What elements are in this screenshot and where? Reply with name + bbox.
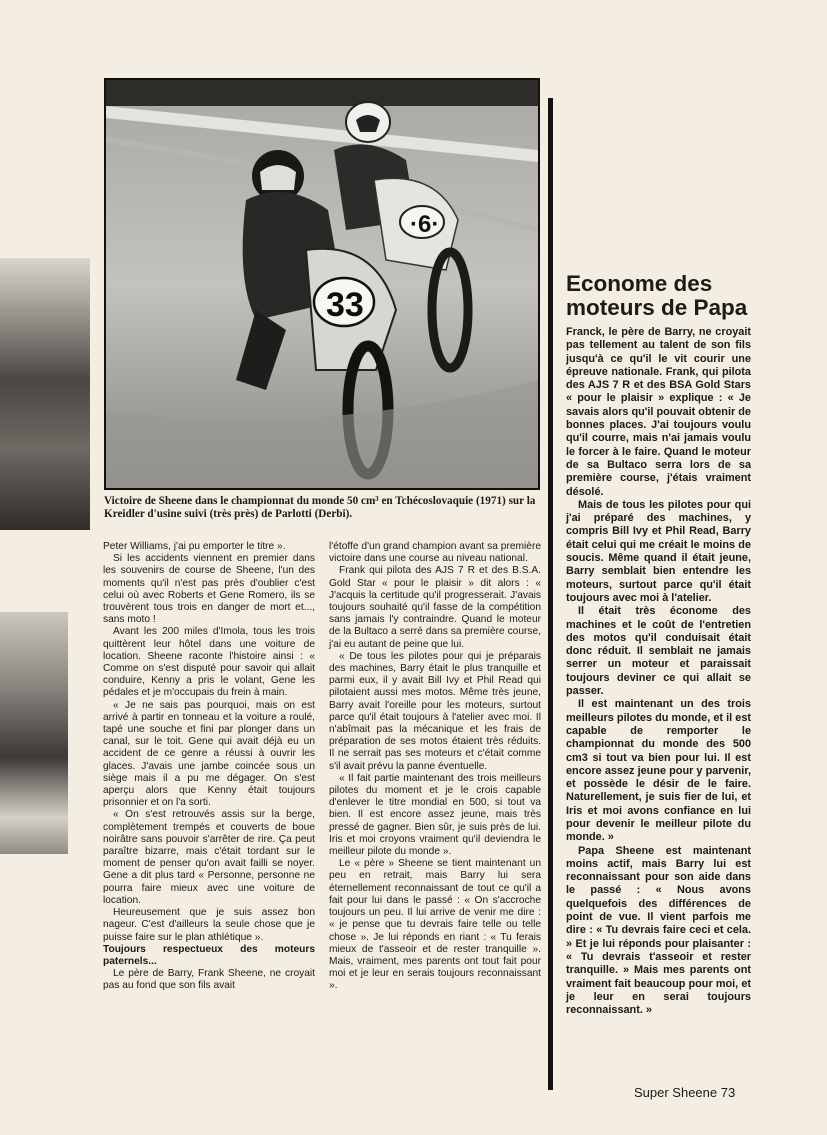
paragraph: « De tous les pilotes pour qui je préparais des machines, Barry était le plus tranquille et parmi eux, il y avait Bill Ivy et Phil Read qui pilotaient aussi mes motos. Même très jeune, Barry avait l'oreille pour les moteurs, surtout parce qu'il était toujours à l'atelier avec moi. Il n'abîmait pas la mécanique et les frais de préparation de ses motos étaient très réduits. Il ne serrait pas ses moteurs et c'était comme s'il avait prévu la panne éventuelle. bbox=[329, 650, 541, 772]
paragraph: l'étoffe d'un grand champion avant sa première victoire dans une course au niveau national. bbox=[329, 541, 541, 565]
paragraph: Avant les 200 miles d'Imola, tous les trois quittèrent leur hôtel dans une voiture de location. Sheene raconte l'histoire ainsi : « Comme on s'est disputé pour savoir qui allait conduire, Kenny a pris le volant, Gene les pédales et je m'occupais du frein à main. bbox=[103, 626, 315, 699]
svg-text:·6·: ·6· bbox=[410, 211, 440, 238]
article-column-2 bbox=[329, 541, 541, 993]
subheading: Toujours respectueux des moteurs paternels... bbox=[103, 943, 315, 967]
page-number: 73 bbox=[720, 1085, 736, 1100]
paragraph: Heureusement que je suis assez bon nageur. C'est d'ailleurs la seule chose que je puisse faire sur le plan athlétique ». bbox=[103, 907, 315, 943]
paragraph: « Il fait partie maintenant des trois meilleurs pilotes du moment et je le crois capable d'enlever le titre mondial en 500, si tout va bien. Il est encore assez jeune, mais très pressé de gagner. Bien sûr, je suis près de lui. Iris et moi croyons vraiment qu'il deviendra le meilleur pilote du monde ». bbox=[329, 772, 541, 858]
side-photo-top bbox=[0, 258, 90, 530]
sidebar-paragraph: Mais de tous les pilotes pour qui j'ai préparé des machines, y compris Bill Ivy et Phil Read, Barry était celui qui me créait le moins de soucis. Même quand il était jeune, Barry semblait bien entendre les moteurs, surtout parce qu'il était toujours avec moi à l'atelier. bbox=[566, 498, 751, 604]
article-column-1 bbox=[103, 541, 315, 993]
column-divider-rule bbox=[548, 98, 553, 1090]
paragraph: Peter Williams, j'ai pu emporter le titre ». bbox=[103, 541, 286, 552]
sidebar-paragraph: Franck, le père de Barry, ne croyait pas tellement au talent de son fils jusqu'à ce qu'il le vit courir une épreuve nationale. Frank, qui pilota des AJS 7 R et des BSA Gold Stars « pour le plaisir » explique : « Je savais alors qu'il pouvait obtenir de bonnes places. J'ai toujours voulu qu'il courre, mais n'ai jamais voulu le forcer à le faire. Quand le moteur de sa Bultaco serra lors de sa première course, j'étais vraiment désolé. bbox=[566, 326, 751, 498]
paragraph: Si les accidents viennent en premier dans les souvenirs de course de Sheene, l'un des moments qu'il n'est pas près d'oublier c'est celui où avec Roberts et Gene Romero, ils se trouvèrent tous trois en danger de mort et..., sans moto ! bbox=[103, 553, 315, 626]
footer-title: Super Sheene bbox=[634, 1085, 718, 1100]
paragraph: « Je ne sais pas pourquoi, mais on est arrivé à partir en tonneau et la voiture a roulé, tapé une souche et fini par plonger dans un canal, sur le toit. Gene qui avait déjà eu un accident de ce genre a réussi à ouvrir les glaces. J'avais une jambe coincée sous un siège mais il a pu me dégager. On s'est aperçu alors que Kenny était toujours prisonnier et on l'a sorti. bbox=[103, 699, 315, 809]
race-photo bbox=[104, 78, 540, 490]
side-photo-bottom bbox=[0, 612, 68, 854]
sidebar-box bbox=[566, 272, 751, 1017]
paragraph: Le « père » Sheene se tient maintenant un peu en retrait, mais Barry lui sera éternellement reconnaissant de tout ce qu'il a fait pour lui dans le passé : « On s'accroche toujours un peu. Il lui arrive de venir me dire : « je pense que tu devrais faire telle ou telle chose ». Je lui réponds en riant : « Tu ferais mieux de t'asseoir et de rester tranquille ». Mais, vraiment, mes parents ont tout fait pour moi et je leur en serais toujours reconnaissant ». bbox=[329, 858, 541, 992]
page-footer bbox=[634, 1085, 735, 1100]
paragraph: Le père de Barry, Frank Sheene, ne croyait pas au fond que son fils avait bbox=[103, 968, 315, 992]
photo-caption: Victoire de Sheene dans le championnat du monde 50 cm³ en Tchécoslovaquie (1971) sur la Kreidler d'usine suivi (très près) de Parlotti (Derbi). bbox=[104, 495, 536, 520]
paragraph: Frank qui pilota des AJS 7 R et des B.S.A. Gold Star « pour le plaisir » dit alors : « J'acquis la certitude qu'il progresserait. J'avais toujours souhaité qu'il fasse de la compétition sans jamais l'y contraindre. Quand le moteur de la Bultaco a serré dans sa première course, j'ai eu autant de peine que lui. bbox=[329, 565, 541, 650]
sidebar-paragraph: Il est maintenant un des trois meilleurs pilotes du monde, et il est capable de remporter le championnat du monde des 500 cm3 si tout va bien pour lui. Il est encore assez jeune pour y parvenir, et possède le désir de le faire. Naturellement, je suis fier de lui, et Iris et moi avons confiance en lui pour devenir le meilleur pilote du monde. » bbox=[566, 698, 751, 844]
sidebar-paragraph: Papa Sheene est maintenant moins actif, mais Barry lui est reconnaissant pour son aide dans le passé : « Nous avons quelquefois des différences de point de vue. Il vient parfois me dire : « Tu devrais faire ceci et cela. » Et je lui réponds pour plaisanter : « Tu devrais t'asseoir et rester tranquille. » Mais mes parents ont vraiment fait beaucoup pour moi, et je leur en serai toujours reconnaissant. » bbox=[566, 844, 751, 1017]
paragraph: « On s'est retrouvés assis sur la berge, complètement trempés et couverts de boue noirâtre sans pouvoir s'arrêter de rire. Ça peut paraître bizarre, mais c'était tordant sur le moment de penser qu'on avait failli se noyer. Gene a dit plus tard « Personne, personne ne pourra faire mieux avec une voiture de location. bbox=[103, 809, 315, 906]
sidebar-title: Econome des moteurs de Papa bbox=[566, 271, 748, 320]
sidebar-paragraph: Il était très économe des machines et le coût de l'entretien des motos qu'il conduisait était donc réduit. Il semblait ne jamais serrer un moteur et paraissait toujours deviner ce qui allait se passer. bbox=[566, 605, 751, 698]
number-plate-front: 33 bbox=[326, 286, 364, 324]
